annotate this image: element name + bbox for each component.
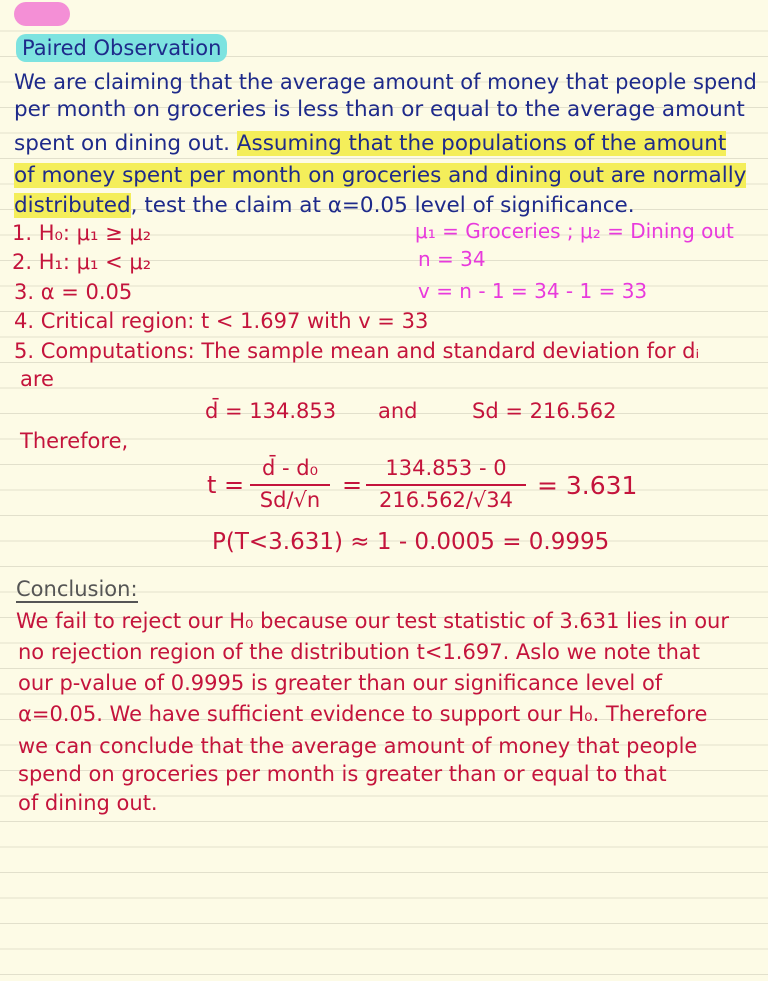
conclusion-line: of dining out. (18, 791, 158, 815)
claim-line-2: per month on groceries is less than or equal to the average amount (14, 97, 745, 122)
page-title: Paired Observation (16, 34, 227, 62)
p-value-line: P(T<3.631) ≈ 1 - 0.0005 = 0.9995 (212, 529, 610, 555)
conclusion-line: spend on groceries per month is greater than or equal to that (18, 762, 667, 786)
conclusion-line: our p-value of 0.9995 is greater than our significance level of (18, 671, 663, 695)
pink-marker-pill (14, 2, 70, 26)
claim-line-3b: Assuming that the populations of the amount (236, 131, 727, 156)
step-alt-hypothesis: 2. H₁: μ₁ < μ₂ (12, 250, 152, 274)
t-statistic-result: = 3.631 (537, 471, 638, 500)
step-critical-region: 4. Critical region: t < 1.697 with v = 33 (14, 309, 429, 333)
step-alpha: 3. α = 0.05 (14, 280, 133, 304)
formula-fraction-bar (250, 484, 330, 486)
claim-line-3 (14, 131, 726, 156)
note-sample-size: n = 34 (418, 247, 486, 271)
claim-line-1: We are claiming that the average amount of money that people spend (14, 70, 757, 94)
claim-line-5a: distributed (14, 193, 131, 218)
claim-line-3a: spent on dining out. (14, 131, 237, 156)
sample-mean: d̄ = 134.853 (205, 399, 337, 423)
therefore-text: Therefore, (20, 429, 129, 453)
claim-line-5 (14, 193, 635, 218)
value-denominator: 216.562/√34 (378, 488, 514, 512)
note-mu-definitions: μ₁ = Groceries ; μ₂ = Dining out (415, 219, 734, 243)
claim-line-5b: , test the claim at α=0.05 level of significance. (130, 193, 635, 218)
t-label: t = (207, 471, 245, 499)
and-text: and (378, 399, 418, 423)
step-null-hypothesis: 1. H₀: μ₁ ≥ μ₂ (12, 221, 152, 245)
conclusion-line: α=0.05. We have sufficient evidence to support our H₀. Therefore (18, 702, 708, 726)
conclusion-line: We fail to reject our H₀ because our test statistic of 3.631 lies in our (16, 609, 729, 633)
value-numerator: 134.853 - 0 (385, 456, 507, 480)
conclusion-line: we can conclude that the average amount of money that people (18, 734, 698, 758)
step-computations: 5. Computations: The sample mean and standard deviation for dᵢ (14, 339, 700, 363)
conclusion-heading: Conclusion: (16, 577, 138, 601)
formula-numerator: d̄ - d₀ (261, 456, 318, 480)
claim-line-4: of money spent per month on groceries and dining out are normally (14, 163, 747, 188)
sample-sd: Sd = 216.562 (472, 399, 617, 423)
equals-sign: = (342, 471, 363, 499)
value-fraction-bar (366, 484, 526, 486)
formula-denominator: Sd/√n (259, 488, 321, 512)
note-degrees-freedom: v = n - 1 = 34 - 1 = 33 (418, 279, 648, 303)
step-computations-cont: are (20, 367, 54, 391)
conclusion-line: no rejection region of the distribution t<1.697. Aslo we note that (18, 640, 700, 664)
